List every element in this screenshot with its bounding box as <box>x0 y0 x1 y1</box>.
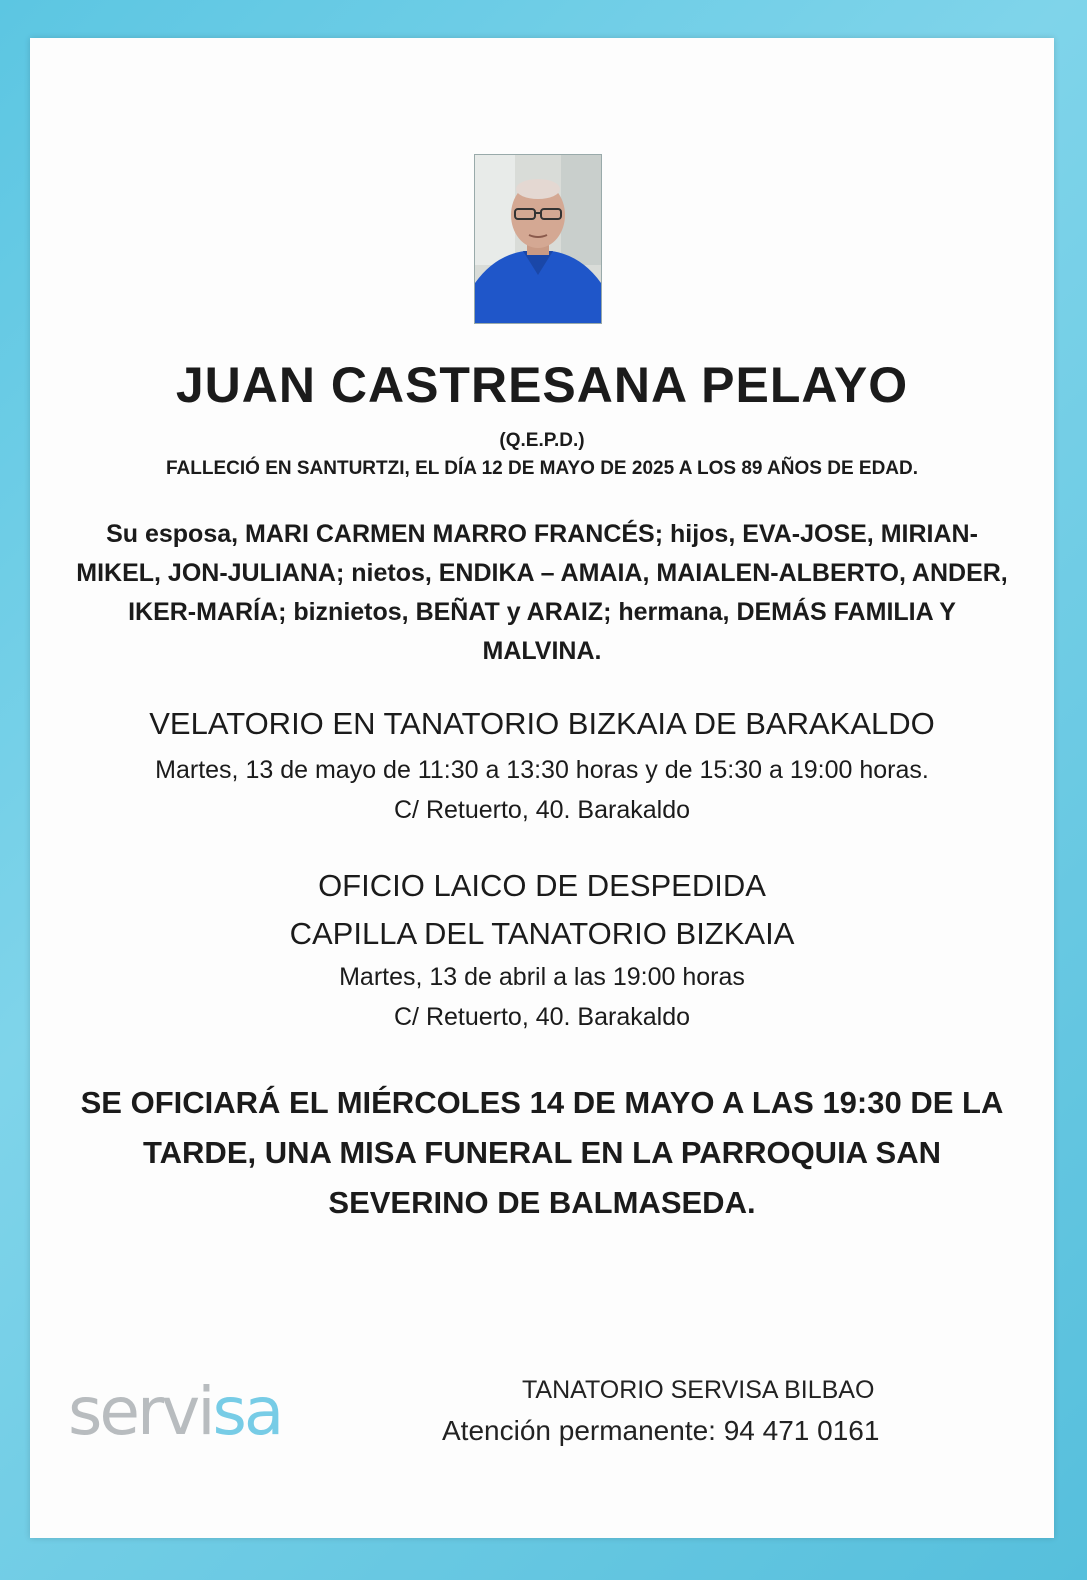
velatorio-address: C/ Retuerto, 40. Barakaldo <box>394 796 690 824</box>
portrait-photo-icon <box>475 155 601 323</box>
deceased-photo <box>474 154 602 324</box>
oficio-time: Martes, 13 de abril a las 19:00 horas <box>339 963 745 991</box>
family-list: Su esposa, MARI CARMEN MARRO FRANCÉS; hijos, EVA-JOSE, MIRIAN-MIKEL, JON-JULIANA; nietos, ENDIKA – AMAIA, MAIALEN-ALBERTO, ANDER, IKER-MARÍA; biznietos, BEÑAT y ARAIZ; hermana, DEMÁS FAMILIA Y MALVINA. <box>76 520 1008 665</box>
misa-notice: SE OFICIARÁ EL MIÉRCOLES 14 DE MAYO A LAS 19:30 DE LA TARDE, UNA MISA FUNERAL EN LA PARROQUIA SAN SEVERINO DE BALMASEDA. <box>80 1085 1004 1220</box>
servisa-logo: servisa <box>68 1373 282 1450</box>
qepd-label: (Q.E.P.D.) <box>499 430 585 451</box>
velatorio-title: VELATORIO EN TANATORIO BIZKAIA DE BARAKALDO <box>149 706 935 741</box>
oficio-address: C/ Retuerto, 40. Barakaldo <box>394 1003 690 1031</box>
oficio-title-line1: OFICIO LAICO DE DESPEDIDA <box>318 868 766 903</box>
death-notice: FALLECIÓ EN SANTURTZI, EL DÍA 12 DE MAYO DE 2025 A LOS 89 AÑOS DE EDAD. <box>165 458 919 479</box>
contact-phone: Atención permanente: 94 471 0161 <box>442 1415 880 1446</box>
velatorio-time: Martes, 13 de mayo de 11:30 a 13:30 horas y de 15:30 a 19:00 horas. <box>155 756 929 784</box>
obituary-sheet <box>30 38 1054 1538</box>
contact-company: TANATORIO SERVISA BILBAO <box>522 1376 875 1404</box>
deceased-name: JUAN CASTRESANA PELAYO <box>175 357 909 413</box>
oficio-title-line2: CAPILLA DEL TANATORIO BIZKAIA <box>289 916 795 951</box>
